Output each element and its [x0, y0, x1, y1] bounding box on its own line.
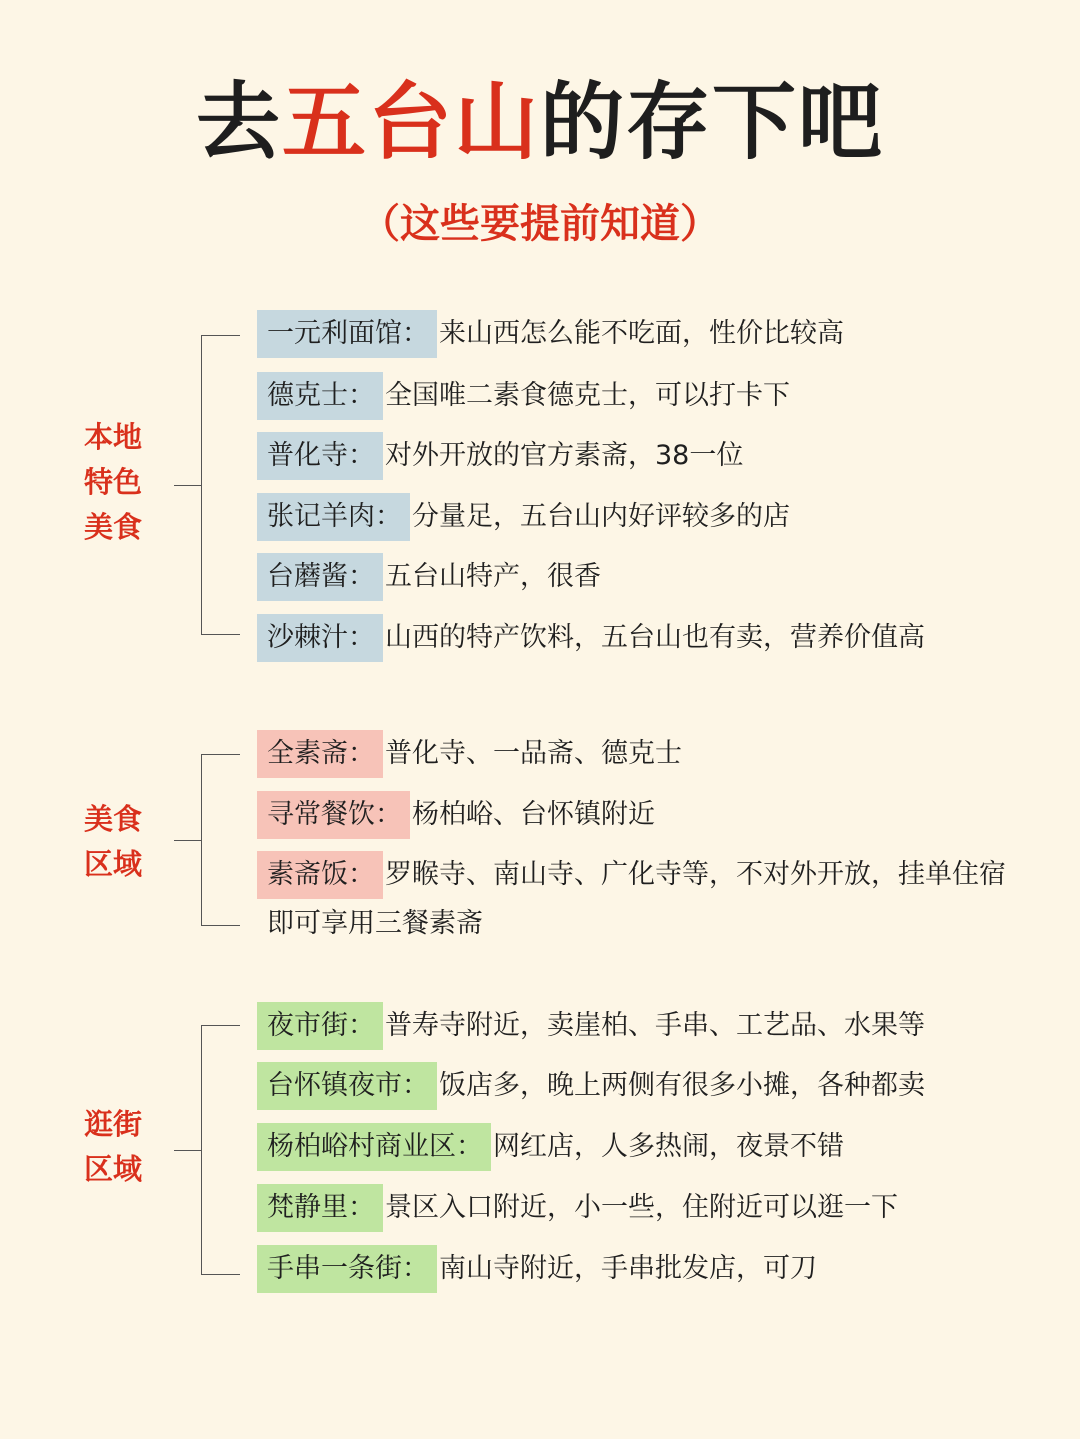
- bracket-stem: [174, 485, 201, 486]
- item-tag: 全素斋：: [257, 730, 383, 778]
- list-item: [257, 791, 655, 839]
- list-item: [257, 553, 601, 601]
- item-continuation: 即可享用三餐素斋: [267, 908, 483, 939]
- list-item: [257, 614, 925, 662]
- item-tag: 台蘑酱：: [257, 553, 383, 601]
- list-item: [257, 493, 790, 541]
- item-tag: 沙棘汁：: [257, 614, 383, 662]
- list-item: [257, 310, 844, 358]
- item-desc: 来山西怎么能不吃面，性价比较高: [439, 318, 844, 349]
- item-desc: 全国唯二素食德克士，可以打卡下: [385, 380, 790, 411]
- item-desc: 饭店多，晚上两侧有很多小摊，各种都卖: [439, 1070, 925, 1101]
- item-tag: 一元利面馆：: [257, 310, 437, 358]
- bracket-line: [201, 1025, 240, 1275]
- list-item: [257, 1245, 817, 1293]
- bracket-stem: [174, 1150, 201, 1151]
- bracket-stem: [174, 840, 201, 841]
- list-item: [257, 1123, 844, 1171]
- item-desc: 五台山特产，很香: [385, 561, 601, 592]
- list-item: [257, 1184, 898, 1232]
- page-title: [0, 72, 1080, 172]
- item-tag: 张记羊肉：: [257, 493, 410, 541]
- item-tag: 台怀镇夜市：: [257, 1062, 437, 1110]
- item-desc: 山西的特产饮料，五台山也有卖，营养价值高: [385, 622, 925, 653]
- title-suffix: 的存下吧: [540, 73, 885, 171]
- item-desc: 普化寺、一品斋、德克士: [385, 738, 682, 769]
- category-label: 逛街 区域: [84, 1107, 143, 1186]
- item-tag: 素斋饭：: [257, 851, 383, 899]
- item-tag: 夜市街：: [257, 1002, 383, 1050]
- list-item: [257, 851, 1006, 899]
- category-label: 美食 区域: [84, 802, 143, 881]
- category-label: 本地 特色 美食: [84, 420, 143, 544]
- title-highlight: 五台山: [281, 73, 540, 171]
- item-tag: 手串一条街：: [257, 1245, 437, 1293]
- item-desc: 景区入口附近，小一些，住附近可以逛一下: [385, 1192, 898, 1223]
- item-desc: 南山寺附近，手串批发店，可刀: [439, 1253, 817, 1284]
- title-prefix: 去: [195, 73, 282, 171]
- item-tag: 德克士：: [257, 372, 383, 420]
- item-desc: 普寿寺附近，卖崖柏、手串、工艺品、水果等: [385, 1010, 925, 1041]
- list-item: [257, 1002, 925, 1050]
- item-tag: 梵静里：: [257, 1184, 383, 1232]
- item-tag: 寻常餐饮：: [257, 791, 410, 839]
- item-tag: 杨柏峪村商业区：: [257, 1123, 491, 1171]
- item-desc: 对外开放的官方素斋，38一位: [385, 440, 744, 471]
- item-desc: 分量足，五台山内好评较多的店: [412, 501, 790, 532]
- item-tag: 普化寺：: [257, 432, 383, 480]
- bracket-line: [201, 335, 240, 635]
- list-item: [257, 372, 790, 420]
- bracket-line: [201, 754, 240, 926]
- item-desc: 杨柏峪、台怀镇附近: [412, 799, 655, 830]
- item-desc: 网红店，人多热闹，夜景不错: [493, 1131, 844, 1162]
- item-desc: 罗睺寺、南山寺、广化寺等，不对外开放，挂单住宿: [385, 859, 1006, 890]
- page-subtitle: （这些要提前知道）: [360, 201, 720, 247]
- list-item: [257, 730, 682, 778]
- list-item: [257, 1062, 925, 1110]
- list-item: [257, 432, 743, 480]
